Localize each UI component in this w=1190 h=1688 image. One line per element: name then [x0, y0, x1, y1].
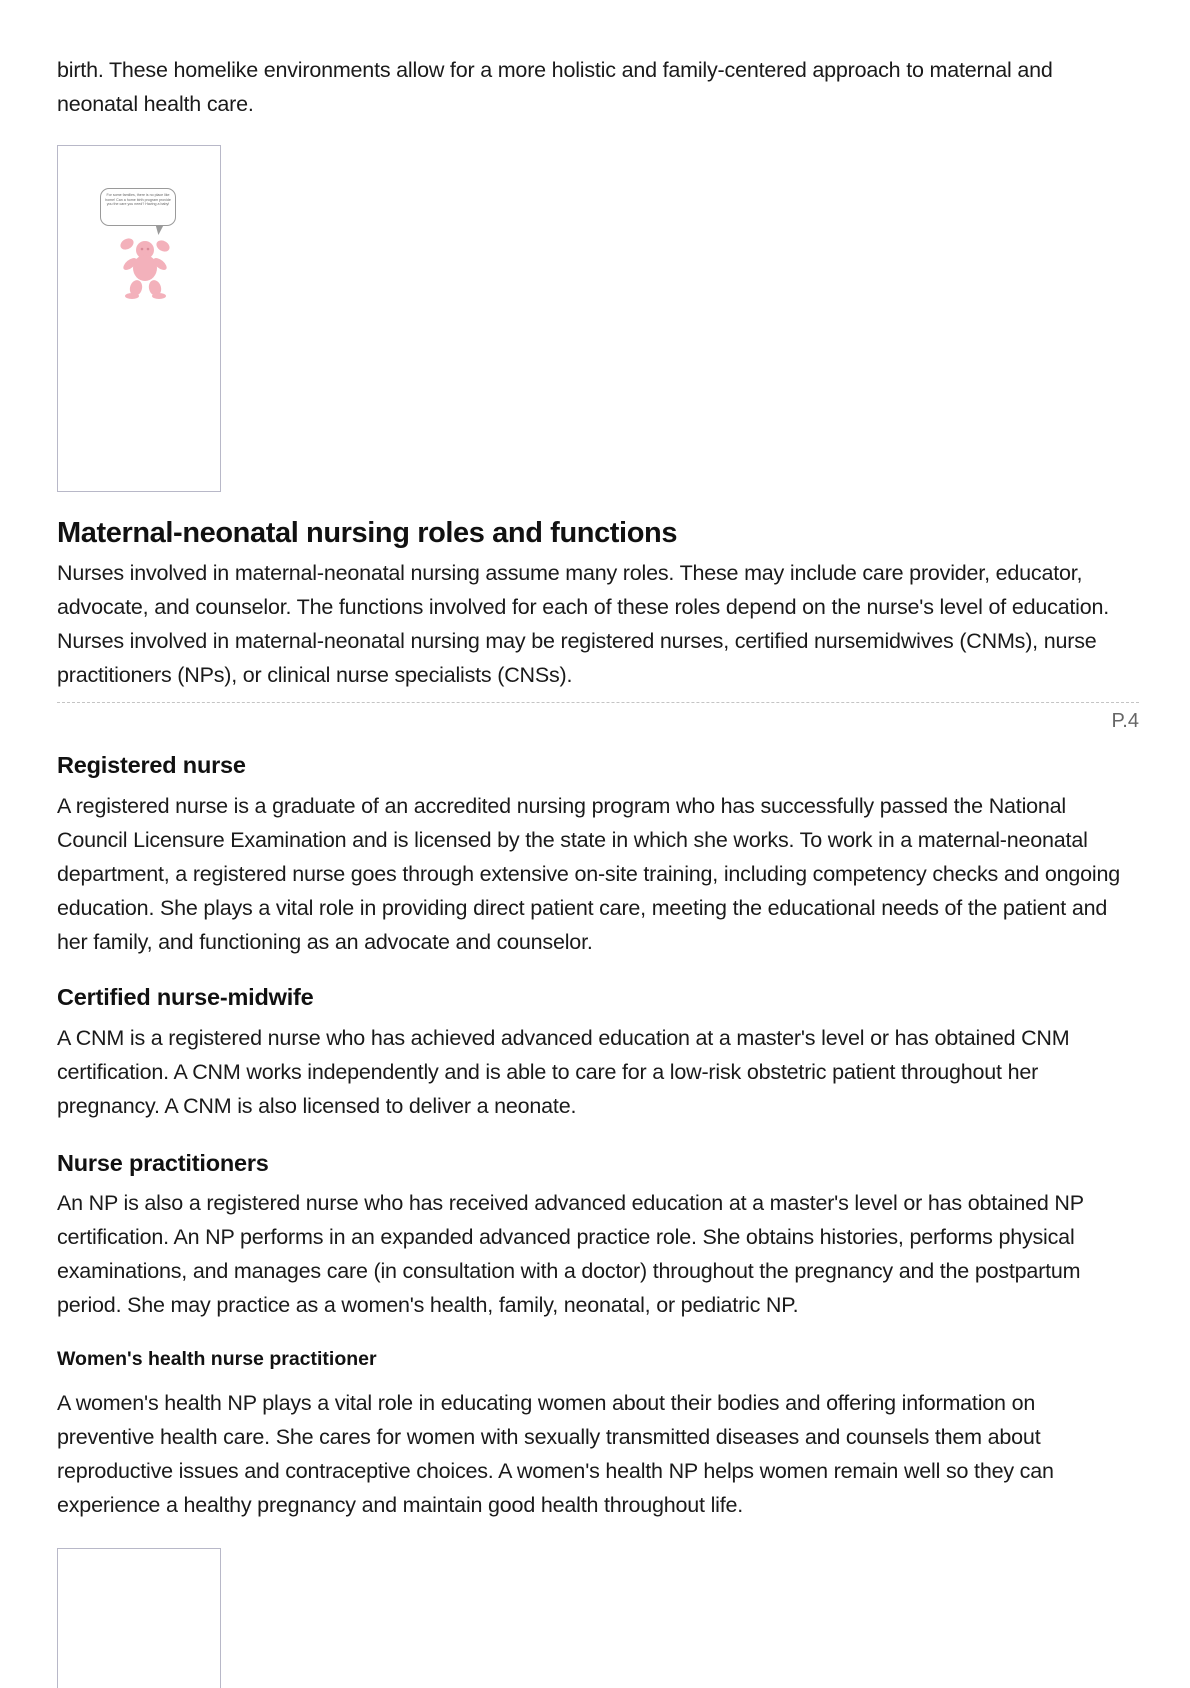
speech-bubble: For some families, there is no place like home! Can a home birth program provide you the care you need? Having a baby! [100, 188, 176, 226]
intro-paragraph-tail: birth. These homelike environments allow for a more holistic and family-centered approach to maternal and neonatal health care. [57, 58, 1053, 116]
cnm-paragraph: A CNM is a registered nurse who has achieved advanced education at a master's level or has obtained CNM certification. A CNM works independently and is able to care for a low-risk obstetric patient throughout her pregnancy. A CNM is also licensed to deliver a neonate. [57, 1026, 1070, 1118]
heading-womens-health-np: Women's health nurse practitioner [57, 1348, 377, 1370]
heading-nurse-practitioners: Nurse practitioners [57, 1150, 269, 1176]
page-number: P.4 [1111, 710, 1139, 732]
heading-registered-nurse: Registered nurse [57, 752, 246, 778]
page-break-divider [57, 702, 1139, 703]
np-paragraph: An NP is also a registered nurse who has received advanced education at a master's level or has obtained NP certification. An NP performs in an expanded advanced practice role. She obtains histories, performs physical examinations, and manages care (in consultation with a doctor) throughout the pregnancy and the postpartum period. She may practice as a women's health, family, neonatal, or pediatric NP. [57, 1191, 1084, 1317]
cartoon-figure-icon [112, 234, 178, 300]
womens-health-np-paragraph: A women's health NP plays a vital role in educating women about their bodies and offering information on preventive health care. She cares for women with sexually transmitted diseases and counsels them about reproductive issues and contraceptive choices. A women's health NP helps women remain well so they can experience a healthy pregnancy and maintain good health throughout life. [57, 1391, 1054, 1517]
section-heading-roles: Maternal-neonatal nursing roles and functions [57, 517, 678, 549]
registered-nurse-paragraph: A registered nurse is a graduate of an accredited nursing program who has successfully passed the National Council Licensure Examination and is licensed by the state in which she works. To work in a maternal-neonatal department, a registered nurse goes through extensive on-site training, including competency checks and ongoing education. She plays a vital role in providing direct patient care, meeting the educational needs of the patient and her family, and functioning as an advocate and counselor. [57, 794, 1121, 954]
heading-certified-nurse-midwife: Certified nurse-midwife [57, 984, 314, 1010]
roles-paragraph: Nurses involved in maternal-neonatal nursing assume many roles. These may include care provider, educator, advocate, and counselor. The functions involved for each of these roles depend on the nurse's level of education. Nurses involved in maternal-neonatal nursing may be registered nurses, certified nursemidwives (CNMs), nurse practitioners (NPs), or clinical nurse specialists (CNSs). [57, 561, 1110, 687]
figure-image-placeholder [57, 1548, 221, 1688]
figure-image-home-birth [57, 145, 221, 492]
